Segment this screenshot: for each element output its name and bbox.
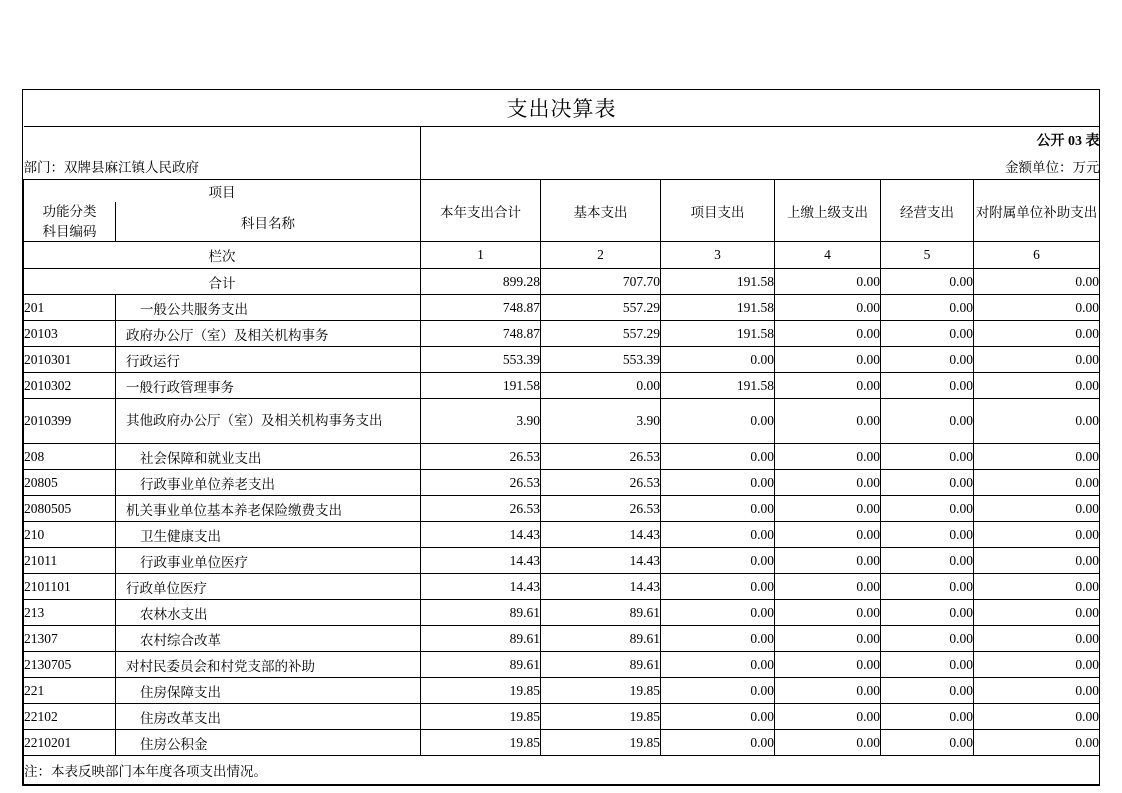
row-value-3: 0.00 bbox=[661, 399, 775, 444]
row-value-3: 191.58 bbox=[661, 295, 775, 321]
row-value-2: 553.39 bbox=[541, 347, 661, 373]
row-value-6: 0.00 bbox=[974, 470, 1100, 496]
expenditure-table bbox=[23, 90, 1100, 785]
row-value-6: 0.00 bbox=[974, 522, 1100, 548]
row-value-4: 0.00 bbox=[775, 470, 881, 496]
row-value-1: 14.43 bbox=[421, 574, 541, 600]
group-header-row bbox=[24, 180, 1100, 203]
row-value-6: 0.00 bbox=[974, 574, 1100, 600]
row-subject-name: 其他政府办公厅（室）及相关机构事务支出 bbox=[116, 399, 421, 444]
table-row bbox=[24, 399, 1100, 444]
row-value-2: 26.53 bbox=[541, 496, 661, 522]
row-value-3: 0.00 bbox=[661, 548, 775, 574]
note-row bbox=[24, 756, 1100, 785]
row-subject-name: 住房改革支出 bbox=[116, 704, 421, 730]
row-value-6: 0.00 bbox=[974, 652, 1100, 678]
row-value-3: 0.00 bbox=[661, 470, 775, 496]
row-value-5: 0.00 bbox=[881, 548, 974, 574]
row-subject-name: 住房公积金 bbox=[116, 730, 421, 756]
row-value-5: 0.00 bbox=[881, 574, 974, 600]
row-value-6: 0.00 bbox=[974, 704, 1100, 730]
row-value-3: 0.00 bbox=[661, 678, 775, 704]
row-value-5: 0.00 bbox=[881, 444, 974, 470]
row-subject-name: 农林水支出 bbox=[116, 600, 421, 626]
row-value-2: 89.61 bbox=[541, 600, 661, 626]
row-value-6: 0.00 bbox=[974, 321, 1100, 347]
col-header-function-code bbox=[24, 202, 116, 242]
col-header-total: 本年支出合计 bbox=[421, 180, 541, 242]
department-label: 部门：双牌县麻江镇人民政府 bbox=[24, 153, 421, 180]
row-value-5: 0.00 bbox=[881, 600, 974, 626]
row-value-1: 748.87 bbox=[421, 321, 541, 347]
row-value-3: 0.00 bbox=[661, 574, 775, 600]
row-value-4: 0.00 bbox=[775, 496, 881, 522]
row-value-1: 14.43 bbox=[421, 548, 541, 574]
row-subject-name: 一般公共服务支出 bbox=[116, 295, 421, 321]
row-value-2: 14.43 bbox=[541, 574, 661, 600]
row-value-3: 0.00 bbox=[661, 652, 775, 678]
row-value-6: 0.00 bbox=[974, 496, 1100, 522]
row-value-3: 0.00 bbox=[661, 626, 775, 652]
col-header-project: 项目支出 bbox=[661, 180, 775, 242]
row-value-5: 0.00 bbox=[881, 347, 974, 373]
table-row bbox=[24, 730, 1100, 756]
row-value-6: 0.00 bbox=[974, 678, 1100, 704]
row-function-code: 22102 bbox=[24, 704, 116, 730]
row-value-6: 0.00 bbox=[974, 626, 1100, 652]
row-value-2: 19.85 bbox=[541, 704, 661, 730]
row-value-1: 19.85 bbox=[421, 704, 541, 730]
group-header-item: 项目 bbox=[24, 180, 421, 203]
row-subject-name: 机关事业单位基本养老保险缴费支出 bbox=[116, 496, 421, 522]
total-value-5: 0.00 bbox=[881, 269, 974, 295]
lanci-3: 3 bbox=[661, 242, 775, 269]
row-value-2: 19.85 bbox=[541, 678, 661, 704]
table-row bbox=[24, 600, 1100, 626]
table-row bbox=[24, 347, 1100, 373]
table-row bbox=[24, 574, 1100, 600]
row-function-code: 20805 bbox=[24, 470, 116, 496]
row-value-4: 0.00 bbox=[775, 399, 881, 444]
row-value-4: 0.00 bbox=[775, 295, 881, 321]
total-row bbox=[24, 269, 1100, 295]
row-subject-name: 行政单位医疗 bbox=[116, 574, 421, 600]
row-value-1: 191.58 bbox=[421, 373, 541, 399]
page-title: 支出决算表 bbox=[24, 90, 1100, 127]
row-value-5: 0.00 bbox=[881, 626, 974, 652]
table-row bbox=[24, 652, 1100, 678]
row-value-5: 0.00 bbox=[881, 678, 974, 704]
row-function-code: 2210201 bbox=[24, 730, 116, 756]
form-number: 公开 03 表 bbox=[421, 127, 1100, 154]
row-value-3: 0.00 bbox=[661, 444, 775, 470]
table-row bbox=[24, 522, 1100, 548]
table-note: 注：本表反映部门本年度各项支出情况。 bbox=[24, 756, 1100, 785]
total-label: 合计 bbox=[24, 269, 421, 295]
lanci-6: 6 bbox=[974, 242, 1100, 269]
table-row bbox=[24, 295, 1100, 321]
row-value-4: 0.00 bbox=[775, 347, 881, 373]
table-row bbox=[24, 678, 1100, 704]
total-value-6: 0.00 bbox=[974, 269, 1100, 295]
col-header-operating: 经营支出 bbox=[881, 180, 974, 242]
total-value-2: 707.70 bbox=[541, 269, 661, 295]
row-value-1: 26.53 bbox=[421, 470, 541, 496]
row-value-5: 0.00 bbox=[881, 373, 974, 399]
col-header-subject-name: 科目名称 bbox=[116, 202, 421, 242]
row-subject-name: 对村民委员会和村党支部的补助 bbox=[116, 652, 421, 678]
row-value-6: 0.00 bbox=[974, 373, 1100, 399]
row-value-4: 0.00 bbox=[775, 548, 881, 574]
row-value-3: 0.00 bbox=[661, 347, 775, 373]
row-function-code: 2130705 bbox=[24, 652, 116, 678]
row-subject-name: 一般行政管理事务 bbox=[116, 373, 421, 399]
total-value-4: 0.00 bbox=[775, 269, 881, 295]
row-subject-name: 社会保障和就业支出 bbox=[116, 444, 421, 470]
amount-unit-label: 金额单位：万元 bbox=[421, 153, 1100, 180]
blank-cell-left bbox=[24, 127, 421, 154]
row-function-code: 201 bbox=[24, 295, 116, 321]
row-value-2: 89.61 bbox=[541, 652, 661, 678]
row-value-2: 14.43 bbox=[541, 548, 661, 574]
row-value-1: 26.53 bbox=[421, 444, 541, 470]
row-value-2: 557.29 bbox=[541, 321, 661, 347]
row-function-code: 2010302 bbox=[24, 373, 116, 399]
row-subject-name: 行政事业单位医疗 bbox=[116, 548, 421, 574]
row-function-code: 21307 bbox=[24, 626, 116, 652]
row-function-code: 213 bbox=[24, 600, 116, 626]
row-value-5: 0.00 bbox=[881, 522, 974, 548]
table-row bbox=[24, 548, 1100, 574]
row-value-2: 19.85 bbox=[541, 730, 661, 756]
row-value-4: 0.00 bbox=[775, 704, 881, 730]
row-value-3: 0.00 bbox=[661, 730, 775, 756]
row-value-5: 0.00 bbox=[881, 730, 974, 756]
row-value-1: 553.39 bbox=[421, 347, 541, 373]
row-value-5: 0.00 bbox=[881, 321, 974, 347]
col-header-subsidy: 对附属单位补助支出 bbox=[974, 180, 1100, 242]
row-value-5: 0.00 bbox=[881, 496, 974, 522]
row-subject-name: 卫生健康支出 bbox=[116, 522, 421, 548]
table-body bbox=[24, 295, 1100, 756]
row-value-3: 191.58 bbox=[661, 321, 775, 347]
row-value-5: 0.00 bbox=[881, 470, 974, 496]
row-function-code: 2010301 bbox=[24, 347, 116, 373]
row-value-1: 3.90 bbox=[421, 399, 541, 444]
table-row bbox=[24, 373, 1100, 399]
row-value-6: 0.00 bbox=[974, 347, 1100, 373]
row-value-6: 0.00 bbox=[974, 548, 1100, 574]
meta-row bbox=[24, 153, 1100, 180]
row-subject-name: 政府办公厅（室）及相关机构事务 bbox=[116, 321, 421, 347]
row-value-3: 0.00 bbox=[661, 704, 775, 730]
row-value-4: 0.00 bbox=[775, 373, 881, 399]
row-value-2: 557.29 bbox=[541, 295, 661, 321]
row-value-5: 0.00 bbox=[881, 704, 974, 730]
total-value-1: 899.28 bbox=[421, 269, 541, 295]
row-value-4: 0.00 bbox=[775, 600, 881, 626]
col-header-basic: 基本支出 bbox=[541, 180, 661, 242]
row-function-code: 20103 bbox=[24, 321, 116, 347]
table-row bbox=[24, 704, 1100, 730]
row-function-code: 2080505 bbox=[24, 496, 116, 522]
row-value-5: 0.00 bbox=[881, 399, 974, 444]
table-row bbox=[24, 496, 1100, 522]
row-value-6: 0.00 bbox=[974, 444, 1100, 470]
row-value-2: 26.53 bbox=[541, 470, 661, 496]
lanci-4: 4 bbox=[775, 242, 881, 269]
row-value-1: 19.85 bbox=[421, 678, 541, 704]
total-value-3: 191.58 bbox=[661, 269, 775, 295]
col-header-function-code-line1: 功能分类 bbox=[42, 204, 97, 219]
row-value-4: 0.00 bbox=[775, 321, 881, 347]
col-header-function-code-line2: 科目编码 bbox=[42, 223, 97, 239]
row-function-code: 21011 bbox=[24, 548, 116, 574]
row-value-6: 0.00 bbox=[974, 399, 1100, 444]
row-value-2: 0.00 bbox=[541, 373, 661, 399]
row-value-3: 0.00 bbox=[661, 496, 775, 522]
row-value-2: 89.61 bbox=[541, 626, 661, 652]
row-value-6: 0.00 bbox=[974, 295, 1100, 321]
row-value-1: 89.61 bbox=[421, 600, 541, 626]
row-value-1: 26.53 bbox=[421, 496, 541, 522]
lanci-2: 2 bbox=[541, 242, 661, 269]
row-value-4: 0.00 bbox=[775, 678, 881, 704]
lanci-5: 5 bbox=[881, 242, 974, 269]
row-value-1: 14.43 bbox=[421, 522, 541, 548]
row-value-2: 14.43 bbox=[541, 522, 661, 548]
row-function-code: 2101101 bbox=[24, 574, 116, 600]
row-value-5: 0.00 bbox=[881, 295, 974, 321]
row-subject-name: 农村综合改革 bbox=[116, 626, 421, 652]
col-header-remit-upper: 上缴上级支出 bbox=[775, 180, 881, 242]
expenditure-final-account-sheet bbox=[22, 89, 1100, 786]
row-value-4: 0.00 bbox=[775, 730, 881, 756]
row-value-1: 89.61 bbox=[421, 652, 541, 678]
row-subject-name: 行政运行 bbox=[116, 347, 421, 373]
row-value-4: 0.00 bbox=[775, 652, 881, 678]
row-function-code: 210 bbox=[24, 522, 116, 548]
row-value-1: 19.85 bbox=[421, 730, 541, 756]
row-value-6: 0.00 bbox=[974, 730, 1100, 756]
title-row bbox=[24, 90, 1100, 127]
lanci-1: 1 bbox=[421, 242, 541, 269]
table-row bbox=[24, 321, 1100, 347]
row-subject-name: 住房保障支出 bbox=[116, 678, 421, 704]
row-value-4: 0.00 bbox=[775, 522, 881, 548]
row-value-4: 0.00 bbox=[775, 574, 881, 600]
row-value-6: 0.00 bbox=[974, 600, 1100, 626]
row-function-code: 2010399 bbox=[24, 399, 116, 444]
row-value-4: 0.00 bbox=[775, 444, 881, 470]
row-function-code: 221 bbox=[24, 678, 116, 704]
row-value-1: 748.87 bbox=[421, 295, 541, 321]
lanci-label: 栏次 bbox=[24, 242, 421, 269]
table-row bbox=[24, 626, 1100, 652]
row-value-3: 0.00 bbox=[661, 600, 775, 626]
row-value-2: 26.53 bbox=[541, 444, 661, 470]
table-row bbox=[24, 470, 1100, 496]
row-value-1: 89.61 bbox=[421, 626, 541, 652]
row-value-3: 191.58 bbox=[661, 373, 775, 399]
row-value-2: 3.90 bbox=[541, 399, 661, 444]
row-value-4: 0.00 bbox=[775, 626, 881, 652]
table-row bbox=[24, 444, 1100, 470]
column-number-row bbox=[24, 242, 1100, 269]
row-value-3: 0.00 bbox=[661, 522, 775, 548]
row-function-code: 208 bbox=[24, 444, 116, 470]
form-number-row bbox=[24, 127, 1100, 154]
row-subject-name: 行政事业单位养老支出 bbox=[116, 470, 421, 496]
row-value-5: 0.00 bbox=[881, 652, 974, 678]
